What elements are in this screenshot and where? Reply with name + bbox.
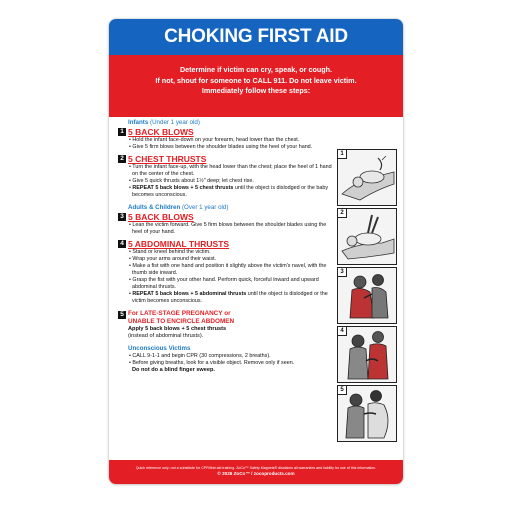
illustration-5 (337, 385, 397, 442)
unconscious-heading: Unconscious Victims (128, 345, 191, 352)
step-title: 5 ABDOMINAL THRUSTS (128, 239, 230, 249)
step-repeat: • REPEAT 5 back blows + 5 chest thrusts until the object is dislodged or the baby becomes unconscious. (129, 185, 329, 198)
step-3 (117, 212, 337, 236)
instructions-column (117, 118, 337, 374)
step-repeat: • REPEAT 5 back blows + 5 abdominal thrusts until the object is dislodged or the victim becomes unconscious. (129, 291, 328, 304)
apply-rest: (instead of abdominal thrusts). (128, 333, 204, 339)
footer (109, 460, 403, 484)
adults-label: Adults & Children (128, 204, 181, 211)
infants-label: Infants (128, 119, 149, 126)
footer-copyright: © 2026 ZoCo™ / zocoproducts.com (217, 471, 295, 476)
first-aid-card (109, 19, 403, 484)
unconscious-warning: Do not do a blind finger sweep. (132, 367, 215, 373)
illustration-number: 4 (338, 327, 347, 336)
illustration-number: 3 (338, 268, 347, 277)
step-title-line-2: UNABLE TO ENCIRCLE ABDOMEN (128, 318, 235, 325)
illustration-number: 5 (338, 386, 347, 395)
step-title: 5 BACK BLOWS (128, 127, 194, 137)
illustration-3 (337, 267, 397, 324)
illustration-number: 2 (338, 209, 347, 218)
illustration-4 (337, 326, 397, 383)
step-title: 5 BACK BLOWS (128, 212, 194, 222)
step-bullet: • Give 5 firm blows between the shoulder blades using the heel of your hand. (129, 144, 313, 150)
step-bullet: • Grasp the fist with your other hand. Perform quick, forceful inward and upward abdominal thrusts. (129, 277, 319, 290)
illustrations-column (337, 149, 397, 444)
repeat-bold: REPEAT 5 back blows + 5 abdominal thrusts (132, 291, 247, 297)
intro-line-2: If not, shout for someone to CALL 911. Do not leave victim. (155, 75, 357, 85)
infants-age: (Under 1 year old) (150, 119, 200, 126)
illustration-number: 1 (338, 150, 347, 159)
step-5 (117, 310, 337, 340)
repeat-rest: until the object is dislodged or the victim becomes unconscious. (132, 291, 328, 304)
repeat-rest: until the object is dislodged or the baby becomes unconscious. (132, 185, 329, 198)
step-number: 2 (118, 155, 126, 163)
step-bullet: • Turn the infant face-up, with the head lower than the chest; place the heel of 1 hand on the center of the chest. (129, 164, 332, 177)
step-number: 3 (118, 213, 126, 221)
illustration-1 (337, 149, 397, 206)
apply-bold: Apply 5 back blows + 5 chest thrusts (128, 326, 227, 332)
title-bar (109, 19, 403, 55)
step-title-line-1: For LATE-STAGE PREGNANCY or (128, 310, 231, 317)
step-number: 4 (118, 240, 126, 248)
repeat-bold: REPEAT 5 back blows + 5 chest thrusts (132, 185, 234, 191)
adults-heading (117, 203, 337, 212)
unconscious-bullet: • Before giving breaths, look for a visible object. Remove only if seen. (129, 360, 295, 366)
unconscious-bullet: • CALL 9-1-1 and begin CPR (30 compressions, 2 breaths). (129, 353, 271, 359)
card-title: CHOKING FIRST AID (164, 26, 348, 47)
step-bullet: • Give 5 quick thrusts about 1½" deep; let chest rise. (129, 178, 254, 184)
adults-age: (Over 1 year old) (181, 204, 229, 211)
intro-line-1: Determine if victim can cry, speak, or cough. (179, 65, 333, 74)
footer-disclaimer: Quick reference only; not a substitute for CPR/first aid training. ZoCo™ Safety Magnets® disclaims all warranties and liability for use of this information. (135, 466, 377, 470)
step-title: 5 CHEST THRUSTS (128, 154, 207, 164)
step-2 (117, 154, 337, 199)
illustration-2 (337, 208, 397, 265)
step-bullet: • Stand or kneel behind the victim. (129, 249, 211, 255)
step-number: 1 (118, 128, 126, 136)
unconscious-section (117, 344, 337, 374)
step-1 (117, 127, 337, 151)
step-number: 5 (118, 311, 126, 319)
infants-heading (117, 118, 337, 127)
step-4 (117, 239, 337, 305)
intro-banner (109, 55, 403, 117)
step-bullet: • Hold the infant face-down on your forearm, head lower than the chest. (129, 137, 300, 143)
intro-line-3: Immediately follow these steps: (201, 86, 311, 95)
step-bullet: • Make a fist with one hand and position it slightly above the victim's navel, with the thumb side inward. (129, 263, 327, 276)
step-bullet: • Wrap your arms around their waist. (129, 256, 217, 262)
step-bullet: • Lean the victim forward. Give 5 firm blows between the shoulder blades using the heel of your hand. (129, 222, 327, 235)
